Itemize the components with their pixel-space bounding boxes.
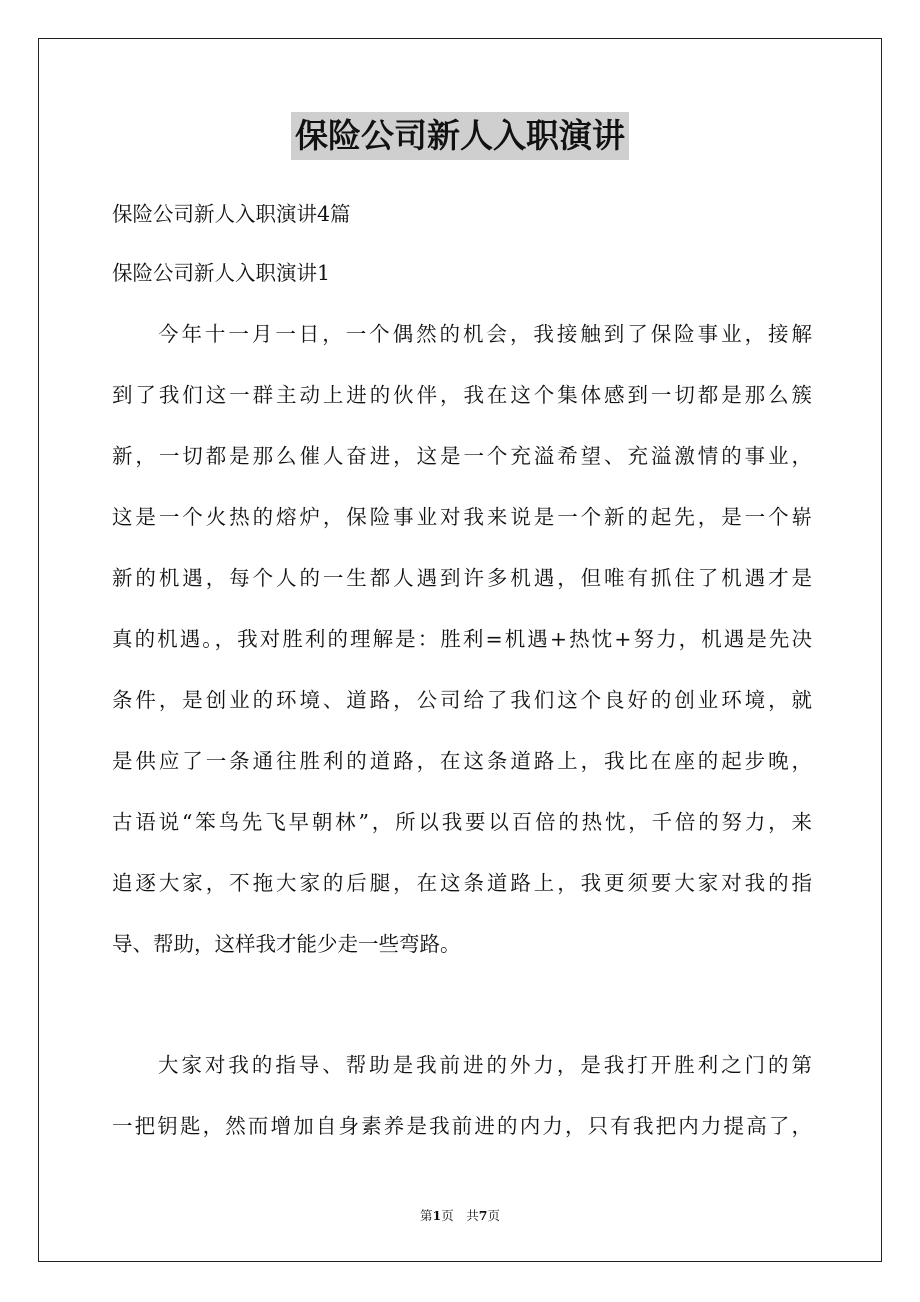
paragraph-line: 真的机遇。，我对胜利的理解是：胜利=机遇+热忱+努力，机遇是先决 xyxy=(112,627,812,651)
footer-page-prefix: 第 xyxy=(420,1208,433,1223)
paragraph-line: 导、帮助，这样我才能少走一些弯路。 xyxy=(112,932,461,956)
document-subtitle: 保险公司新人入职演讲4篇 xyxy=(112,202,351,226)
document-title xyxy=(0,112,920,160)
footer-page-mid: 页 共 xyxy=(441,1208,479,1223)
document-title-text: 保险公司新人入职演讲 xyxy=(291,112,629,160)
paragraph-line: 古语说“笨鸟先飞早朝林”，所以我要以百倍的热忱，千倍的努力，来 xyxy=(112,810,812,834)
paragraph-line: 新的机遇，每个人的一生都人遇到许多机遇，但唯有抓住了机遇才是 xyxy=(112,566,812,590)
paragraph-line: 一把钥匙，然而增加自身素养是我前进的内力，只有我把内力提高了， xyxy=(112,1114,812,1138)
footer-current-page: 1 xyxy=(432,1208,442,1223)
paragraph-line: 是供应了一条通往胜利的道路，在这条道路上，我比在座的起步晚， xyxy=(112,749,812,773)
paragraph-line: 大家对我的指导、帮助是我前进的外力，是我打开胜利之门的第 xyxy=(158,1053,812,1077)
paragraph-line: 条件，是创业的环境、道路，公司给了我们这个良好的创业环境，就 xyxy=(112,688,812,712)
paragraph-line: 新，一切都是那么催人奋进，这是一个充溢希望、充溢激情的事业， xyxy=(112,444,812,468)
paragraph-line: 今年十一月一日，一个偶然的机会，我接触到了保险事业，接解 xyxy=(158,322,812,346)
footer-page-suffix: 页 xyxy=(487,1208,500,1223)
paragraph-line: 这是一个火热的熔炉，保险事业对我来说是一个新的起先，是一个崭 xyxy=(112,505,812,529)
paragraph-line: 到了我们这一群主动上进的伙伴，我在这个集体感到一切都是那么簇 xyxy=(112,383,812,407)
section-heading: 保险公司新人入职演讲1 xyxy=(112,261,331,285)
footer-total-pages: 7 xyxy=(478,1208,488,1223)
paragraph-line: 追逐大家，不拖大家的后腿，在这条道路上，我更须要大家对我的指 xyxy=(112,871,812,895)
page-footer xyxy=(0,1207,920,1225)
